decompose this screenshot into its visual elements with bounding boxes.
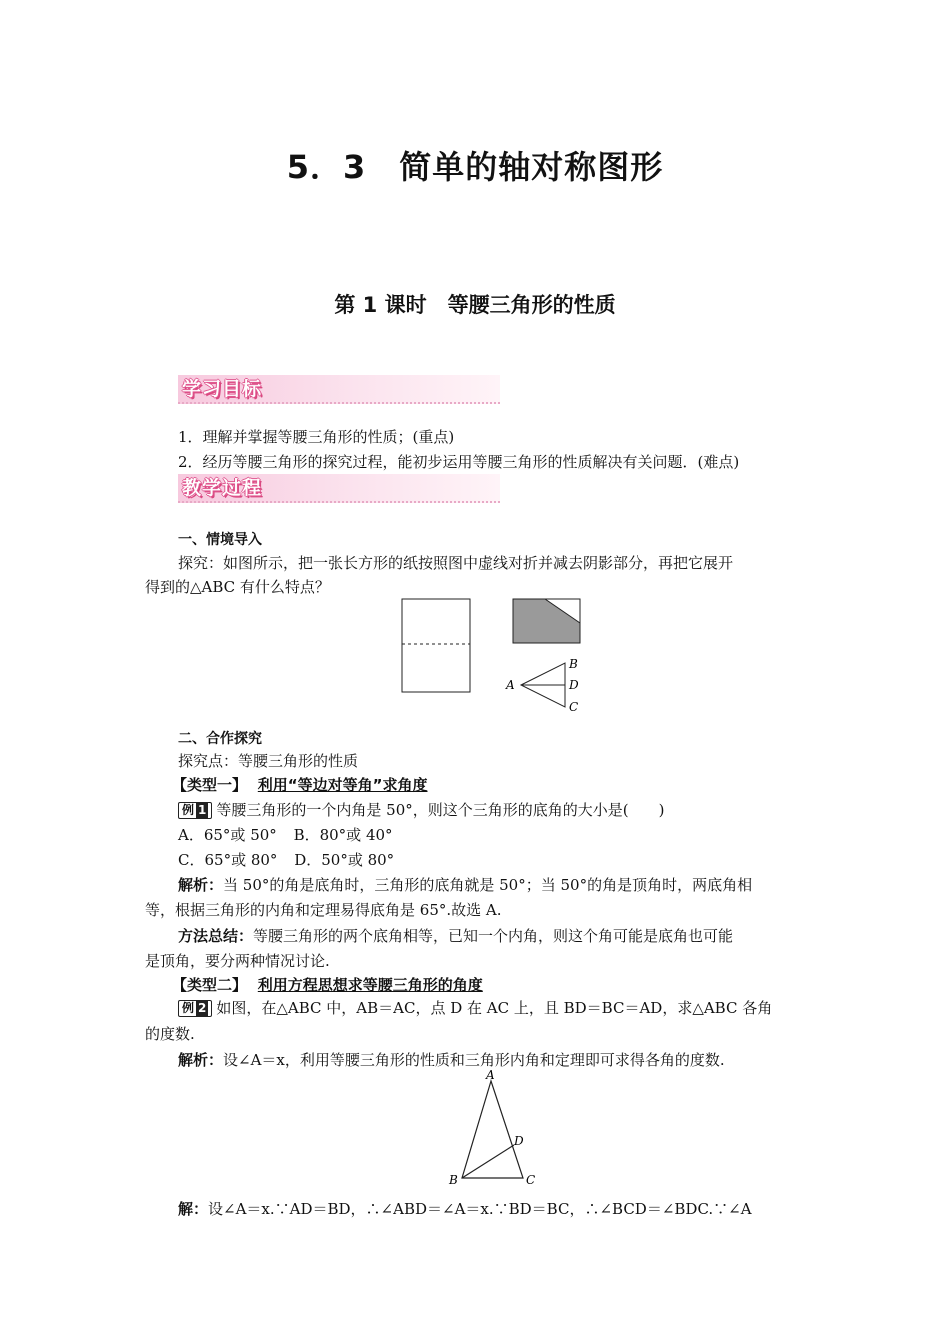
example1-options-row1 (178, 824, 393, 846)
example-badge: 例 2 (178, 1000, 212, 1017)
goals-banner-label: 学习目标 (182, 378, 263, 400)
example1-analysis-line1: 解析：当 50°的角是底角时，三角形的底角就是 50°；当 50°的角是顶角时，两底角相 (178, 876, 753, 894)
example1-summary-line2: 是顶角，要分两种情况讨论. (145, 952, 330, 970)
label-a: A (506, 678, 515, 692)
option-b: B．80°或 40° (293, 826, 393, 844)
label-c: C (569, 700, 579, 714)
label-b: B (449, 1173, 458, 1187)
label-d: D (569, 678, 579, 692)
goal-item: 2．经历等腰三角形的探究过程，能初步运用等腰三角形的性质解决有关问题．(难点) (178, 453, 740, 471)
page-title: 5．3 简单的轴对称图形 (286, 148, 664, 186)
label-c: C (526, 1173, 536, 1187)
lesson-subtitle: 第 1 课时 等腰三角形的性质 (334, 293, 616, 317)
label-b: B (569, 657, 578, 671)
example1-question: 例 1 等腰三角形的一个内角是 50°，则这个三角形的底角的大小是( ) (178, 799, 664, 821)
example2-question-line2: 的度数. (145, 1025, 195, 1043)
label-a: A (486, 1068, 495, 1082)
process-banner-label: 教学过程 (182, 477, 263, 499)
section-heading-explore: 二、合作探究 (178, 731, 262, 747)
shaded-cut-region (513, 599, 580, 643)
example2-solution: 解：设∠A＝x.∵AD＝BD，∴∠ABD＝∠A＝x.∵BD＝BC，∴∠BCD＝∠BDC.∵∠A (178, 1200, 752, 1218)
goal-item: 1．理解并掌握等腰三角形的性质；(重点) (178, 428, 455, 446)
type2-heading: 【类型二】 利用方程思想求等腰三角形的角度 (172, 976, 483, 994)
option-c: C．65°或 80° (178, 851, 278, 869)
folding-figure (395, 595, 595, 715)
example1-summary-line1: 方法总结：等腰三角形的两个底角相等，已知一个内角，则这个角可能是底角也可能 (178, 927, 734, 945)
example2-analysis: 解析：设∠A＝x，利用等腰三角形的性质和三角形内角和定理即可求得各角的度数. (178, 1051, 725, 1069)
label-d: D (514, 1134, 524, 1148)
paper-rectangle (402, 599, 470, 692)
example1-analysis-line2: 等，根据三角形的内角和定理易得底角是 65°.故选 A. (145, 901, 502, 919)
triangle-figure (440, 1066, 550, 1191)
example2-question-line1: 例 2 如图，在△ABC 中，AB＝AC，点 D 在 AC 上，且 BD＝BC＝AD，求△ABC 各角 (178, 997, 772, 1019)
process-banner (178, 474, 500, 503)
example-badge: 例 1 (178, 802, 212, 819)
option-d: D．50°或 80° (294, 851, 395, 869)
triangle-abc (462, 1081, 523, 1178)
intro-text-line2: 得到的△ABC 有什么特点？ (145, 578, 330, 596)
option-a: A．65°或 50° (178, 826, 277, 844)
example1-options-row2 (178, 849, 394, 871)
goals-banner (178, 375, 500, 404)
section-heading-intro: 一、情境导入 (178, 532, 262, 548)
type1-heading: 【类型一】 利用“等边对等角”求角度 (172, 776, 428, 794)
explore-point: 探究点：等腰三角形的性质 (178, 752, 359, 770)
intro-text-line1: 探究：如图所示，把一张长方形的纸按照图中虚线对折并减去阴影部分，再把它展开 (178, 554, 734, 572)
